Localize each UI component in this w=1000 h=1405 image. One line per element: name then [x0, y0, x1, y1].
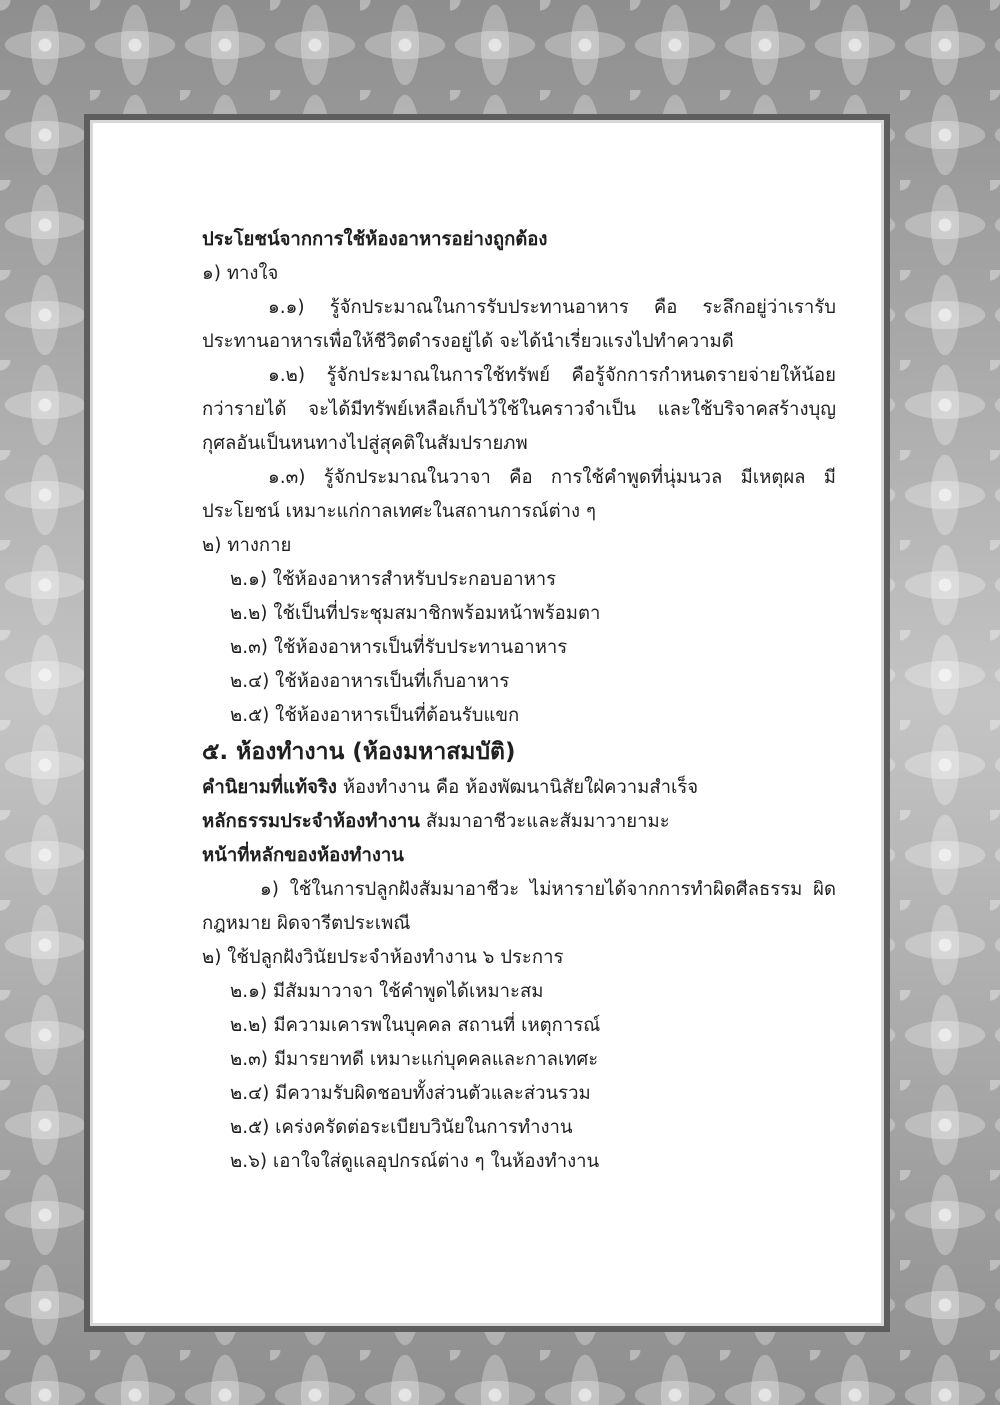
principle-label: หลักธรรมประจำห้องทำงาน — [202, 811, 420, 832]
duty2-item: ๒.๓) มีมารยาทดี เหมาะแก่บุคคลและกาลเทศะ — [230, 1049, 599, 1070]
duty2-item: ๒.๑) มีสัมมาวาจา ใช้คำพูดได้เหมาะสม — [230, 981, 544, 1002]
page-frame — [84, 114, 890, 1332]
document-body — [146, 223, 836, 1179]
duty2-item: ๒.๖) เอาใจใส่ดูแลอุปกรณ์ต่าง ๆ ในห้องทำงาน — [230, 1151, 600, 1172]
mind-item-3: ๑.๓) รู้จักประมาณในวาจา คือ การใช้คำพูดที่นุ่มนวล มีเหตุผล มีประโยชน์ เหมาะแก่กาลเทศะในสถานการณ์ต่าง ๆ — [202, 467, 836, 522]
body-item: ๒.๒) ใช้เป็นที่ประชุมสมาชิกพร้อมหน้าพร้อมตา — [230, 603, 601, 624]
mind-item-1: ๑.๑) รู้จักประมาณในการรับประทานอาหาร คือ ระลึกอยู่ว่าเรารับประทานอาหารเพื่อให้ชีวิตดำรงอยู่ได้ จะได้นำเรี่ยวแรงไปทำความดี — [202, 297, 836, 352]
body-item: ๒.๕) ใช้ห้องอาหารเป็นที่ต้อนรับแขก — [230, 705, 520, 726]
page-paper — [93, 123, 881, 1323]
principle-text: สัมมาอาชีวะและสัมมาวายามะ — [419, 811, 670, 832]
duty-title: หน้าที่หลักของห้องทำงาน — [202, 845, 404, 866]
duty2-item: ๒.๕) เคร่งครัดต่อระเบียบวินัยในการทำงาน — [230, 1117, 573, 1138]
body-items-list — [202, 563, 836, 733]
duty2-item: ๒.๔) มีความรับผิดชอบทั้งส่วนตัวและส่วนรวม — [230, 1083, 591, 1104]
principle-line — [202, 805, 836, 839]
definition-line — [202, 771, 836, 805]
mind-label: ๑) ทางใจ — [202, 263, 279, 284]
frame-inner-border — [90, 120, 884, 1326]
duty2-items-list — [202, 975, 836, 1179]
body-item: ๒.๓) ใช้ห้องอาหารเป็นที่รับประทานอาหาร — [230, 637, 568, 658]
benefits-title: ประโยชน์จากการใช้ห้องอาหารอย่างถูกต้อง — [202, 229, 548, 250]
workroom-title: ๕. ห้องทำงาน (ห้องมหาสมบัติ) — [202, 739, 516, 765]
body-item: ๒.๑) ใช้ห้องอาหารสำหรับประกอบอาหาร — [230, 569, 557, 590]
body-item: ๒.๔) ใช้ห้องอาหารเป็นที่เก็บอาหาร — [230, 671, 510, 692]
definition-label: คำนิยามที่แท้จริง — [202, 777, 337, 798]
body-label: ๒) ทางกาย — [202, 535, 292, 556]
definition-text: ห้องทำงาน คือ ห้องพัฒนานิสัยใฝ่ความสำเร็จ — [336, 777, 699, 798]
duty2-item: ๒.๒) มีความเคารพในบุคคล สถานที่ เหตุการณ์ — [230, 1015, 601, 1036]
duty-1: ๑) ใช้ในการปลูกฝังสัมมาอาชีวะ ไม่หารายได้จากการทำผิดศีลธรรม ผิดกฎหมาย ผิดจารีตประเพณี — [202, 879, 836, 934]
mind-item-2: ๑.๒) รู้จักประมาณในการใช้ทรัพย์ คือรู้จักการกำหนดรายจ่ายให้น้อยกว่ารายได้ จะได้มีทรัพย์เหลือเก็บไว้ใช้ในคราวจำเป็น และใช้บริจาคสร้างบุญกุศลอันเป็นหนทางไปสู่สุคติในสัมปรายภพ — [202, 365, 836, 454]
duty-2: ๒) ใช้ปลูกฝังวินัยประจำห้องทำงาน ๖ ประการ — [202, 947, 564, 968]
